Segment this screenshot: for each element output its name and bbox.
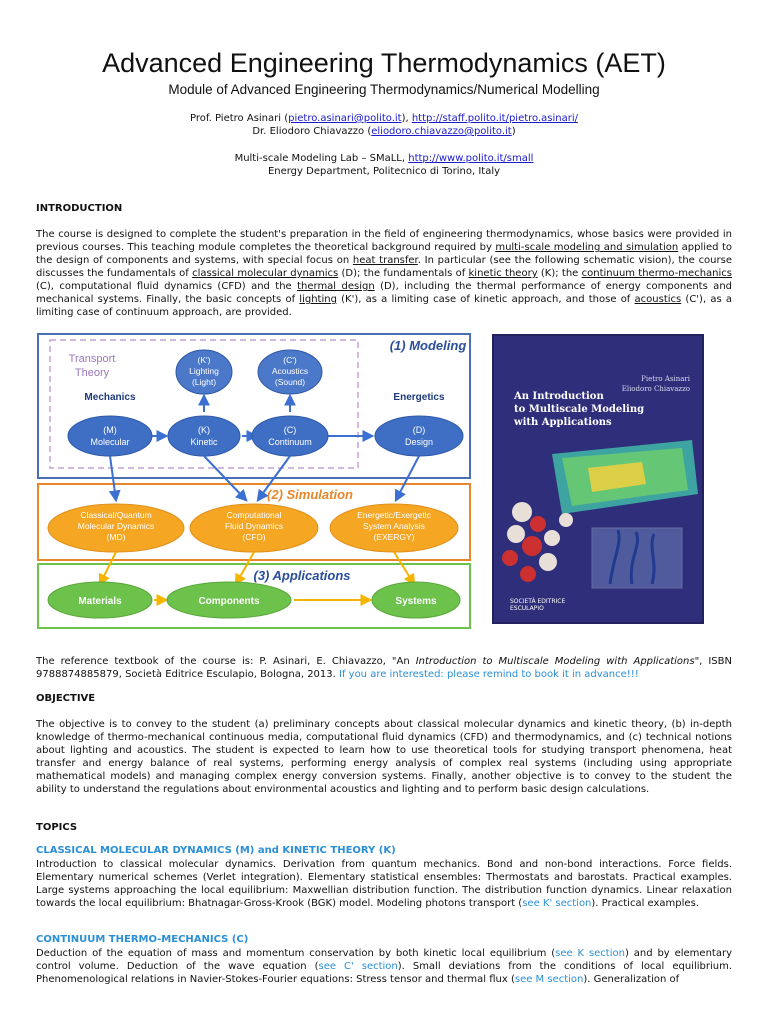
book-title xyxy=(514,390,694,429)
reference-booking-note: If you are interested: please remind to book it in advance!!! xyxy=(339,669,639,680)
md-node-label-2: Molecular Dynamics xyxy=(77,521,155,531)
prof-name: Prof. Pietro Asinari ( xyxy=(189,113,289,124)
exergy-node-label-1: Energetic/Exergetic xyxy=(357,510,431,520)
topic1-text-2: ). Practical examples. xyxy=(591,898,699,909)
topic1-text-1: Introduction to classical molecular dynamics. Derivation from quantum mechanics. Bond and non-bond interactions. Force fields. Elementary numerical schemes (Verlet integration). Elementary statistical ensembles: Thermostats and barostats. Practical examples. Large systems approaching the local equilibrium: Maxwellian distribution function. The distribution function dynamics. Linear relaxation towards the local equilibrium: Bhatnagar-Gross-Krook (BGK) model. Modeling photons transport ( xyxy=(36,859,732,909)
objective-paragraph: The objective is to convey to the student (a) preliminary concepts about classical molecular dynamics and kinetic theory, (b) in-depth knowledge of thermo-mechanical continuous media, computational fluid dynamics (CFD) and thermodynamics, and (c) technical notions about lighting and acoustics. The student is expected to learn how to use theoretical tools for studying transport phenomena, heat transfer and energy balance of real systems, performing energy analysis of complex real systems (including using appropriate mathematical models) and managing complex energy conversion systems. Finally, another objective is to convey to the student the ability to understand the regulations about environmental acoustics and lighting and to perform basic design calculations. xyxy=(36,719,732,795)
lab-line xyxy=(0,152,768,165)
cfd-node-label-3: (CFD) xyxy=(242,532,266,542)
reference-text-1: The reference textbook of the course is: P. Asinari, E. Chiavazzo, "An xyxy=(36,656,416,667)
intro-text-9: (C'), as a limiting case of continuum approach, are provided. xyxy=(36,294,732,318)
reference-paragraph xyxy=(36,655,732,681)
molecular-node xyxy=(68,416,152,456)
dr-suffix: ) xyxy=(511,126,516,137)
acoustics-node-label-2: Acoustics xyxy=(271,366,309,376)
topics-heading: TOPICS xyxy=(36,822,78,833)
design-node-label-2: Design xyxy=(404,437,434,447)
acoustics-node-label-1: (C') xyxy=(283,355,297,365)
topic2-text-3: ). Small deviations from the conditions of local equilibrium. Phenomenological relations in Navier-Stokes-Fourier equations: Stress tensor and thermal flux ( xyxy=(36,961,733,985)
simulation-label: (2) Simulation xyxy=(267,487,353,502)
reference-text-2: ", ISBN 9788874885879, Società Editrice Esculapio, Bologna, 2013. xyxy=(36,656,732,680)
materials-node-label: Materials xyxy=(78,596,122,607)
intro-underline-8: acoustics xyxy=(634,294,682,305)
topic-section-title-md-kinetic: CLASSICAL MOLECULAR DYNAMICS (M) and KINETIC THEORY (K) xyxy=(36,845,396,856)
exergy-node-label-2: System Analysis xyxy=(363,521,425,531)
lab-name: Multi-scale Modeling Lab – SMaLL, xyxy=(234,153,409,164)
intro-underline-5: continuum thermo-mechanics xyxy=(581,268,732,279)
intro-text-1: The course is designed to complete the student's preparation in the field of engineering thermodynamics, whose basics were provided in previous courses. This teaching module completes the theoretical background required by xyxy=(36,229,732,253)
intro-underline-6: thermal design xyxy=(297,281,375,292)
introduction-paragraph xyxy=(36,228,732,319)
transport-label-1: Transport xyxy=(68,353,116,365)
topic2-text-4: ). Generalization of xyxy=(583,974,680,985)
kinetic-node-label-2: Kinetic xyxy=(190,437,218,447)
lighting-node-label-1: (K') xyxy=(197,355,211,365)
prof-homepage-link[interactable]: http://staff.polito.it/pietro.asinari/ xyxy=(411,113,578,124)
book-publisher-line-2: ESCULAPIO xyxy=(510,605,544,612)
intro-underline-1: multi-scale modeling and simulation xyxy=(495,242,679,253)
topic2-text-2: ) and by elementary control volume. Deduction of the wave equation ( xyxy=(36,948,732,972)
molecular-node-label-2: Molecular xyxy=(90,437,130,447)
continuum-node-label-2: Continuum xyxy=(268,437,312,447)
intro-underline-3: classical molecular dynamics xyxy=(192,268,339,279)
department-line: Energy Department, Politecnico di Torino, Italy xyxy=(267,166,501,177)
book-publisher-line-1: SOCIETÀ EDITRICE xyxy=(510,598,566,605)
cfd-node-label-2: Fluid Dynamics xyxy=(224,521,284,531)
authors-line-2 xyxy=(0,125,768,138)
see-m-section-link[interactable]: see M section xyxy=(514,974,584,985)
intro-underline-7: lighting xyxy=(299,294,337,305)
course-schematic-diagram xyxy=(36,332,482,630)
introduction-heading: INTRODUCTION xyxy=(36,203,123,214)
intro-text-5: (K); the xyxy=(537,268,582,279)
mechanics-label: Mechanics xyxy=(84,392,136,403)
intro-text-7: (D), including the thermal performance of energy components and mechanical systems. Finally, the basic concepts of xyxy=(36,281,732,305)
intro-underline-2: heat transfer xyxy=(352,255,418,266)
applications-label: (3) Applications xyxy=(253,568,351,583)
kinetic-node-label-1: (K) xyxy=(198,425,210,435)
prof-separator: ), xyxy=(401,113,412,124)
book-title-line-2: to Multiscale Modeling xyxy=(514,404,645,415)
continuum-node-label-1: (C) xyxy=(283,425,297,435)
intro-text-2: applied to the design of components and systems, with special focus on xyxy=(36,242,733,266)
book-title-line-3: with Applications xyxy=(514,417,612,428)
see-k-section-link[interactable]: see K section xyxy=(555,948,625,959)
acoustics-node-label-3: (Sound) xyxy=(274,377,306,387)
book-title-line-1: An Introduction xyxy=(514,391,604,402)
kinetic-node xyxy=(168,416,240,456)
lighting-node-label-3: (Light) xyxy=(191,377,217,387)
reference-book-title: Introduction to Multiscale Modeling with Applications xyxy=(415,656,695,667)
dr-name: Dr. Eliodoro Chiavazzo ( xyxy=(252,126,372,137)
document-subtitle: Module of Advanced Engineering Thermodynamics/Numerical Modelling xyxy=(168,82,600,97)
prof-email-link[interactable]: pietro.asinari@polito.it xyxy=(288,113,402,124)
cfd-node-label-1: Computational xyxy=(226,510,282,520)
exergy-node-label-3: (EXERGY) xyxy=(373,532,415,542)
dr-email-link[interactable]: eliodoro.chiavazzo@polito.it xyxy=(371,126,512,137)
lighting-node-label-2: Lighting xyxy=(189,366,219,376)
document-title: Advanced Engineering Thermodynamics (AET) xyxy=(102,48,666,78)
design-node-label-1: (D) xyxy=(412,425,426,435)
intro-text-6: (C), computational fluid dynamics (CFD) and the xyxy=(36,281,298,292)
topic2-text-1: Deduction of the equation of mass and momentum conservation by both kinetic local equilibrium ( xyxy=(36,948,556,959)
md-node-label-3: (MD) xyxy=(106,532,126,542)
intro-text-8: (K'), as a limiting case of kinetic approach, and those of xyxy=(336,294,635,305)
intro-text-4: (D); the fundamentals of xyxy=(338,268,469,279)
objective-heading: OBJECTIVE xyxy=(36,693,96,704)
md-node-label-1: Classical/Quantum xyxy=(80,510,152,520)
energetics-label: Energetics xyxy=(393,392,445,403)
see-c-prime-section-link[interactable]: see C' section xyxy=(318,961,398,972)
see-k-prime-section-link[interactable]: see K' section xyxy=(522,898,592,909)
topic-section-text-continuum xyxy=(36,947,732,986)
components-node-label: Components xyxy=(198,596,260,607)
continuum-node xyxy=(252,416,328,456)
book-cover-illustration xyxy=(492,434,704,594)
book-author-2: Eliodoro Chiavazzo xyxy=(621,385,690,393)
topic-section-text-md-kinetic xyxy=(36,858,732,910)
book-author-1: Pietro Asinari xyxy=(641,375,690,383)
authors-line-1 xyxy=(0,112,768,125)
book-publisher xyxy=(510,598,565,612)
design-node xyxy=(375,416,463,456)
molecular-node-label-1: (M) xyxy=(103,425,117,435)
lab-url-link[interactable]: http://www.polito.it/small xyxy=(408,153,534,164)
systems-node-label: Systems xyxy=(395,596,437,607)
intro-underline-4: kinetic theory xyxy=(468,268,538,279)
modeling-label: (1) Modeling xyxy=(389,338,467,353)
textbook-cover xyxy=(492,334,704,624)
topic-section-title-continuum: CONTINUUM THERMO-MECHANICS (C) xyxy=(36,934,249,945)
transport-label-2: Theory xyxy=(74,367,110,379)
intro-text-3: . In particular (see the following schematic vision), the course discusses the fundamentals of xyxy=(36,255,732,279)
